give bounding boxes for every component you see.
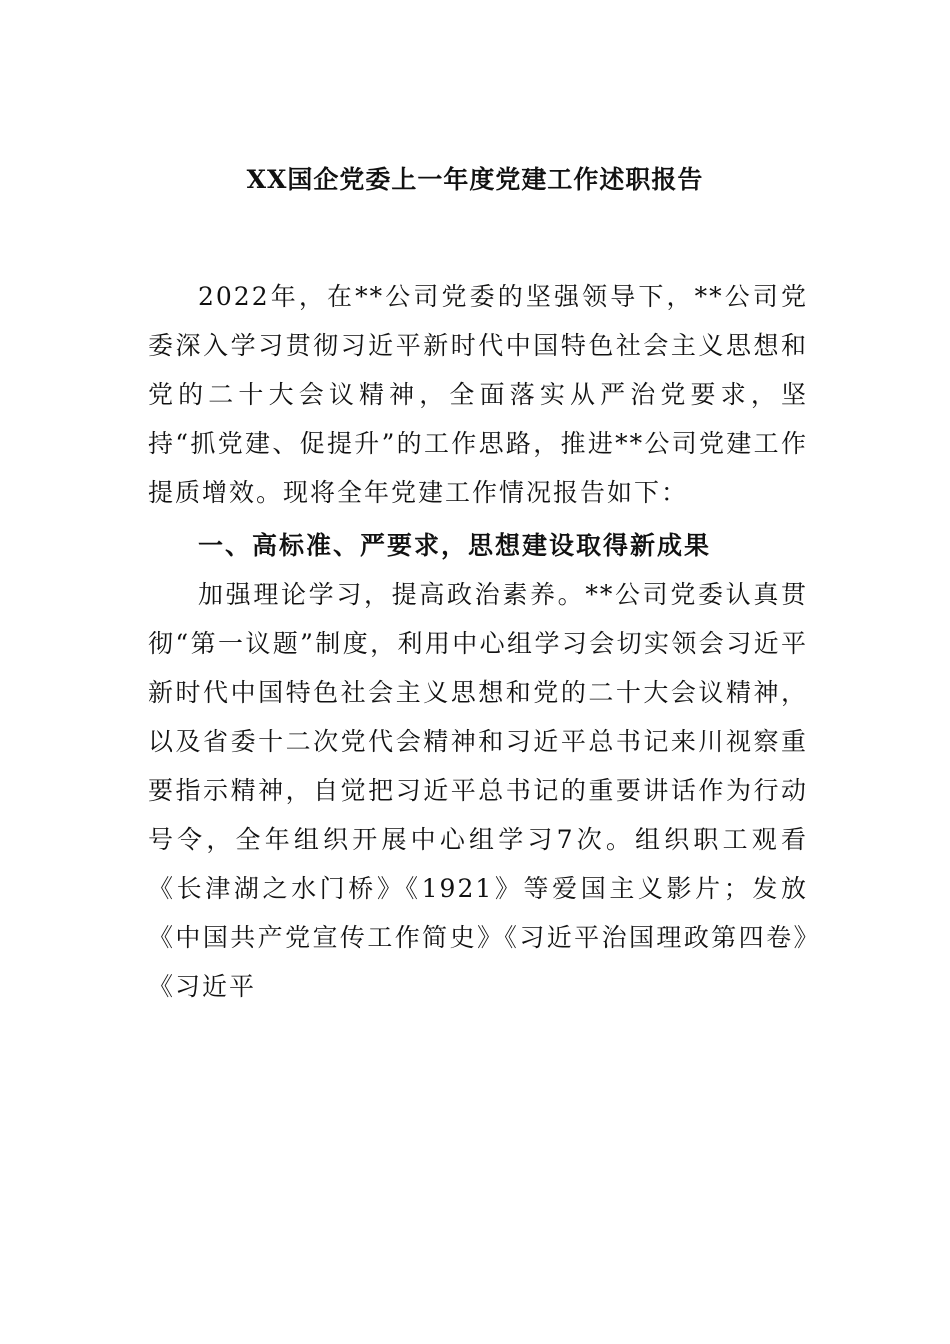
section-1-paragraph: 加强理论学习，提高政治素养。**公司党委认真贯彻“第一议题”制度，利用中心组学习会切实领会习近平新时代中国特色社会主义思想和党的二十大会议精神，以及省委十二次党代会精神和习近平总书记来川视察重要指示精神，自觉把习近平总书记的重要讲话作为行动号令，全年组织开展中心组学习7次。组织职工观看《长津湖之水门桥》《1921》等爱国主义影片；发放《中国共产党宣传工作简史》《习近平治国理政第四卷》《习近平: [148, 580, 808, 1001]
document-title: XX国企党委上一年度党建工作述职报告: [246, 165, 704, 194]
section-heading-1: 一、高标准、严要求，思想建设取得新成果: [198, 531, 712, 560]
intro-paragraph: 2022年，在**公司党委的坚强领导下，**公司党委深入学习贯彻习近平新时代中国特色社会主义思想和党的二十大会议精神，全面落实从严治党要求，坚持“抓党建、促提升”的工作思路，推进**公司党建工作提质增效。现将全年党建工作情况报告如下：: [148, 282, 808, 507]
